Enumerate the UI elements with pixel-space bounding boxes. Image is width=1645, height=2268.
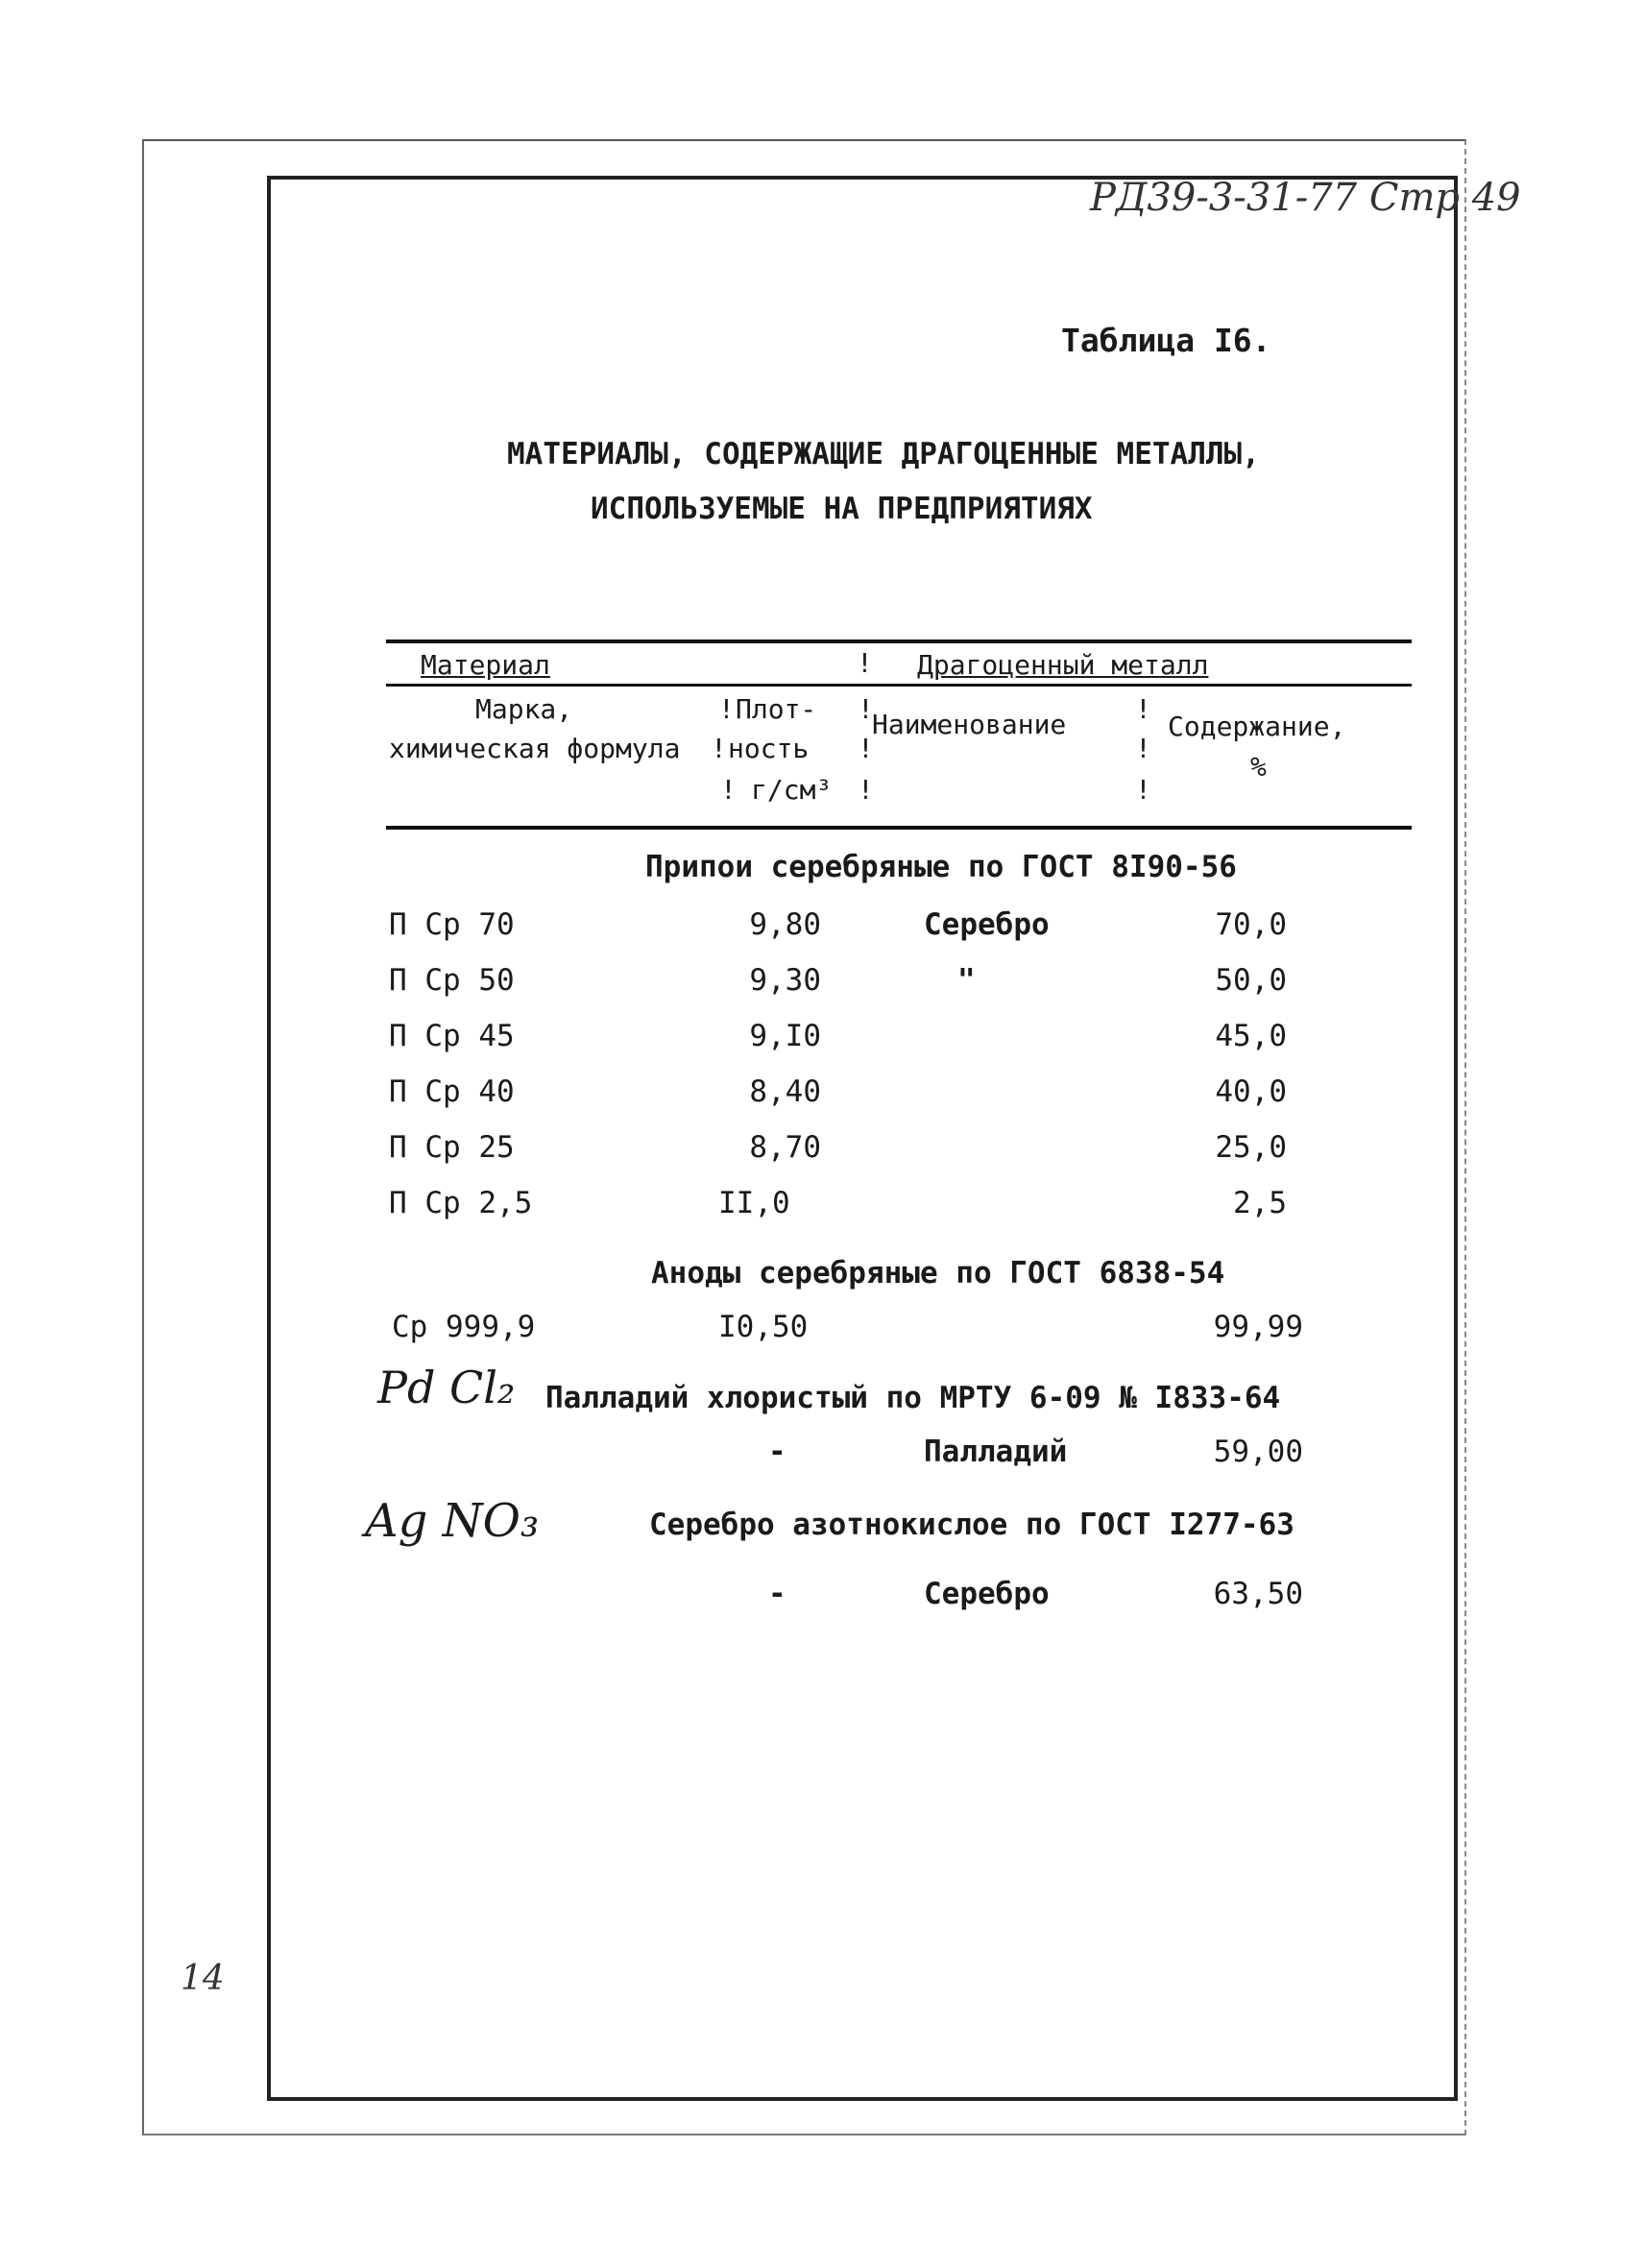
- row-grade: П Ср 25: [389, 1130, 515, 1165]
- handwritten-formula-agno3: Ag NO₃: [365, 1494, 540, 1548]
- row-density: -: [768, 1435, 786, 1469]
- row-grade: Ср 999,9: [392, 1310, 536, 1344]
- row-density: 9,30: [749, 963, 821, 998]
- row-metal: Серебро: [924, 907, 1050, 942]
- row-content: 25,0: [1215, 1130, 1287, 1165]
- row-grade: П Ср 2,5: [389, 1186, 533, 1220]
- header-top-rule: [386, 639, 1412, 643]
- section-title-silver-nitrate: Серебро азотнокислое по ГОСТ I277-63: [649, 1508, 1294, 1542]
- header-separator: !: [718, 693, 735, 725]
- row-grade: П Ср 45: [389, 1019, 515, 1053]
- header-separator: !: [857, 647, 873, 679]
- header-bottom-rule: [386, 826, 1412, 830]
- row-metal: Палладий: [924, 1435, 1068, 1469]
- header-separator: !: [720, 774, 737, 806]
- row-grade: П Ср 70: [389, 907, 515, 942]
- header-separator: !: [1135, 774, 1151, 806]
- header-formula: химическая формула: [389, 733, 681, 764]
- row-density: II,0: [718, 1186, 790, 1220]
- header-content: Содержание,: [1168, 711, 1346, 742]
- table-number: Таблица I6.: [1061, 322, 1271, 359]
- header-density-2: ность: [728, 733, 810, 764]
- section-title-palladium: Палладий хлористый по МРТУ 6-09 № I833-64: [545, 1381, 1281, 1415]
- row-content: 50,0: [1215, 963, 1287, 998]
- section-title-anodes: Аноды серебряные по ГОСТ 6838-54: [651, 1256, 1225, 1291]
- row-density: 9,I0: [749, 1019, 821, 1053]
- row-content: 63,50: [1213, 1577, 1303, 1611]
- row-density: 8,70: [749, 1130, 821, 1165]
- header-separator: !: [858, 693, 874, 725]
- row-density: -: [768, 1577, 786, 1611]
- header-separator: !: [1135, 733, 1151, 764]
- header-grade: Марка,: [475, 693, 573, 725]
- row-grade: П Ср 40: [389, 1074, 515, 1109]
- header-separator: !: [858, 733, 874, 764]
- row-metal: Серебро: [924, 1577, 1050, 1611]
- row-content: 40,0: [1215, 1074, 1287, 1109]
- table-title-line-1: МАТЕРИАЛЫ, СОДЕРЖАЩИЕ ДРАГОЦЕННЫЕ МЕТАЛЛЫ,: [507, 437, 1260, 471]
- header-mid-rule: [386, 684, 1412, 687]
- row-density: I0,50: [718, 1310, 809, 1344]
- page-number: 14: [181, 1959, 225, 1998]
- row-content: 99,99: [1213, 1310, 1303, 1344]
- row-grade: П Ср 50: [389, 963, 515, 998]
- header-material: Материал: [421, 649, 550, 681]
- row-content: 2,5: [1233, 1186, 1287, 1220]
- row-content: 45,0: [1215, 1019, 1287, 1053]
- header-density-1: Плот-: [736, 693, 817, 725]
- row-content: 59,00: [1213, 1435, 1303, 1469]
- table-title-line-2: ИСПОЛЬЗУЕМЫЕ НА ПРЕДПРИЯТИЯХ: [591, 492, 1093, 526]
- header-precious-metal: Драгоценный металл: [917, 649, 1209, 681]
- header-density-unit: г/см³: [751, 774, 833, 806]
- row-density: 9,80: [749, 907, 821, 942]
- handwritten-formula-pdcl2: Pd Cl₂: [377, 1362, 516, 1413]
- header-separator: !: [1135, 693, 1151, 725]
- header-name: Наименование: [872, 709, 1067, 740]
- row-metal: ": [957, 963, 976, 998]
- header-separator: !: [858, 774, 874, 806]
- row-content: 70,0: [1215, 907, 1287, 942]
- header-separator: !: [711, 733, 727, 764]
- document-code: РД39-3-31-77 Стр 49: [1090, 176, 1521, 220]
- row-density: 8,40: [749, 1074, 821, 1109]
- section-title-solders: Припои серебряные по ГОСТ 8I90-56: [645, 850, 1237, 884]
- header-content-unit: %: [1250, 751, 1267, 783]
